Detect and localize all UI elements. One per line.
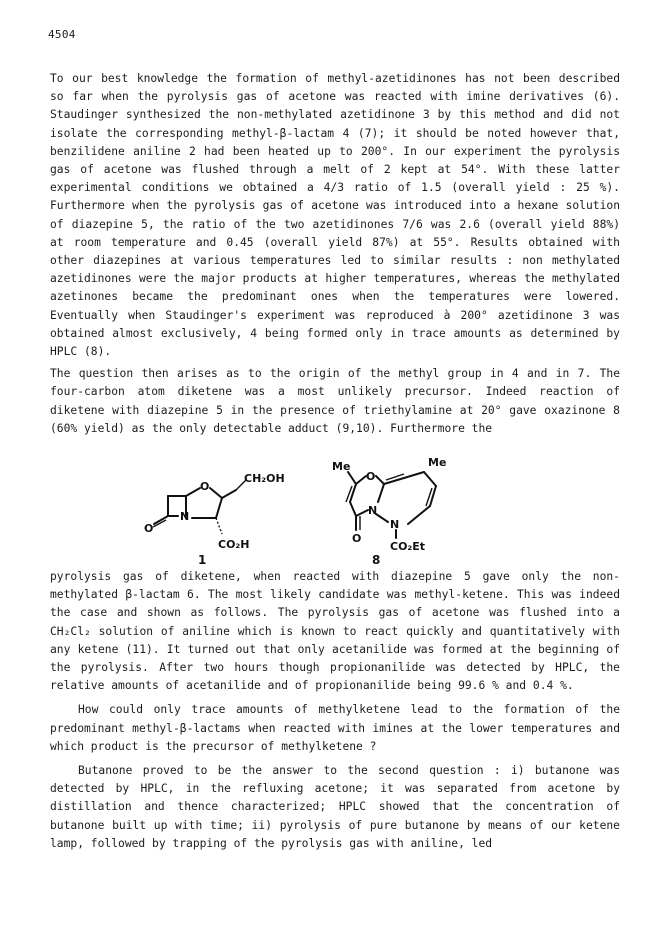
text-block-bottom: [50, 568, 620, 857]
compound-1-label: 1: [198, 553, 207, 567]
paragraph-methyl-origin: The question then arises as to the origin of the methyl group in 4 and in 7. The four-carbon atom diketene was a most unlikely precursor. Indeed reaction of diketene with diazepine 5 in the presence of triethylamine at 20° gave oxazinone 8 (60% yield) as the only detectable adduct (9,10). Furthermore the: [50, 367, 620, 435]
paragraph-butanone: Butanone proved to be the answer to the second question : i) butanone was detected by HPLC, in the refluxing acetone; it was separated from acetone by distillation and thence characterized; HPLC showed that the concentration of butanone built up with time; ii) pyrolysis of pure butanone by means of our ketene lamp, followed by trapping of the pyrolysis gas with aniline, led: [50, 764, 620, 850]
compound-8-ring-o: O: [366, 470, 376, 483]
paragraph-question: How could only trace amounts of methylketene lead to the formation of the predominant methyl-β-lactams when reacted with imines at the lower temperatures and which product is the precursor of methylketene ?: [50, 703, 620, 753]
compound-8-me-left: Me: [332, 460, 351, 473]
compound-8-label: 8: [372, 553, 381, 567]
compound-1-carbonyl-o: O: [144, 522, 154, 535]
compound-1-n-atom: N: [180, 510, 190, 523]
compound-1-ring-o: O: [200, 480, 210, 493]
paragraph-methylketene: pyrolysis gas of diketene, when reacted with diazepine 5 gave only the non-methylated β-lactam 6. The most likely candidate was methyl-ketene. This was indeed the case and shown as follows. The pyrolysis gas of acetone was flushed into a CH₂Cl₂ solution of aniline which is known to react quickly and quantitatively with any ketene (11). It turned out that only acetanilide was formed at the beginning of the pyrolysis. After two hours though propionanilide was detected by HPLC, the relative amounts of acetanilide and of propionanilide being 99.6 % and 0.4 %.: [50, 570, 620, 693]
structures-figure: [50, 456, 620, 568]
structures-svg: [50, 456, 620, 568]
compound-1-co2h: CO₂H: [218, 538, 250, 551]
compound-8-structure: [332, 456, 446, 567]
compound-8-n2: N: [390, 518, 400, 531]
compound-8-n1: N: [368, 504, 378, 517]
compound-8-me-right: Me: [428, 456, 447, 469]
page-number: 4504: [48, 28, 76, 41]
compound-1-structure: [144, 472, 285, 567]
compound-8-co2et: CO₂Et: [390, 540, 426, 553]
text-block-top: [50, 70, 620, 442]
paragraph-azetidinones: To our best knowledge the formation of methyl-azetidinones has not been described so far when the pyrolysis gas of acetone was reacted with imine derivatives (6). Staudinger synthesized the non-methylated azetidinone 3 by this method and did not isolate the corresponding methyl-β-lactam 4 (7); it should be noted however that, benzilidene aniline 2 had been heated up to 200°. In our experiment the pyrolysis gas of acetone was flushed through a melt of 2 kept at 54°. With these latter experimental conditions we obtained a 4/3 ratio of 1.5 (overall yield : 25 %). Furthermore when the pyrolysis gas of acetone was introduced into a hexane solution of diazepine 5, the ratio of the two azetidinones 7/6 was 2.6 (overall yield 88%) at room temperature and 0.45 (overall yield 87%) at 55°. Results obtained with other diazepines at various temperatures led to similar results : non methylated azetidinones were the major products at higher temperatures, whereas the methylated azetinones became the predominant ones when the temperatures were lowered. Eventually when Staudinger's experiment was reproduced à 200° azetidinone 3 was obtained almost exclusively, 4 being formed only in trace amounts as determined by HPLC (8).: [50, 72, 620, 359]
compound-8-carbonyl-o: O: [352, 532, 362, 545]
compound-1-ch2oh: CH₂OH: [244, 472, 285, 485]
